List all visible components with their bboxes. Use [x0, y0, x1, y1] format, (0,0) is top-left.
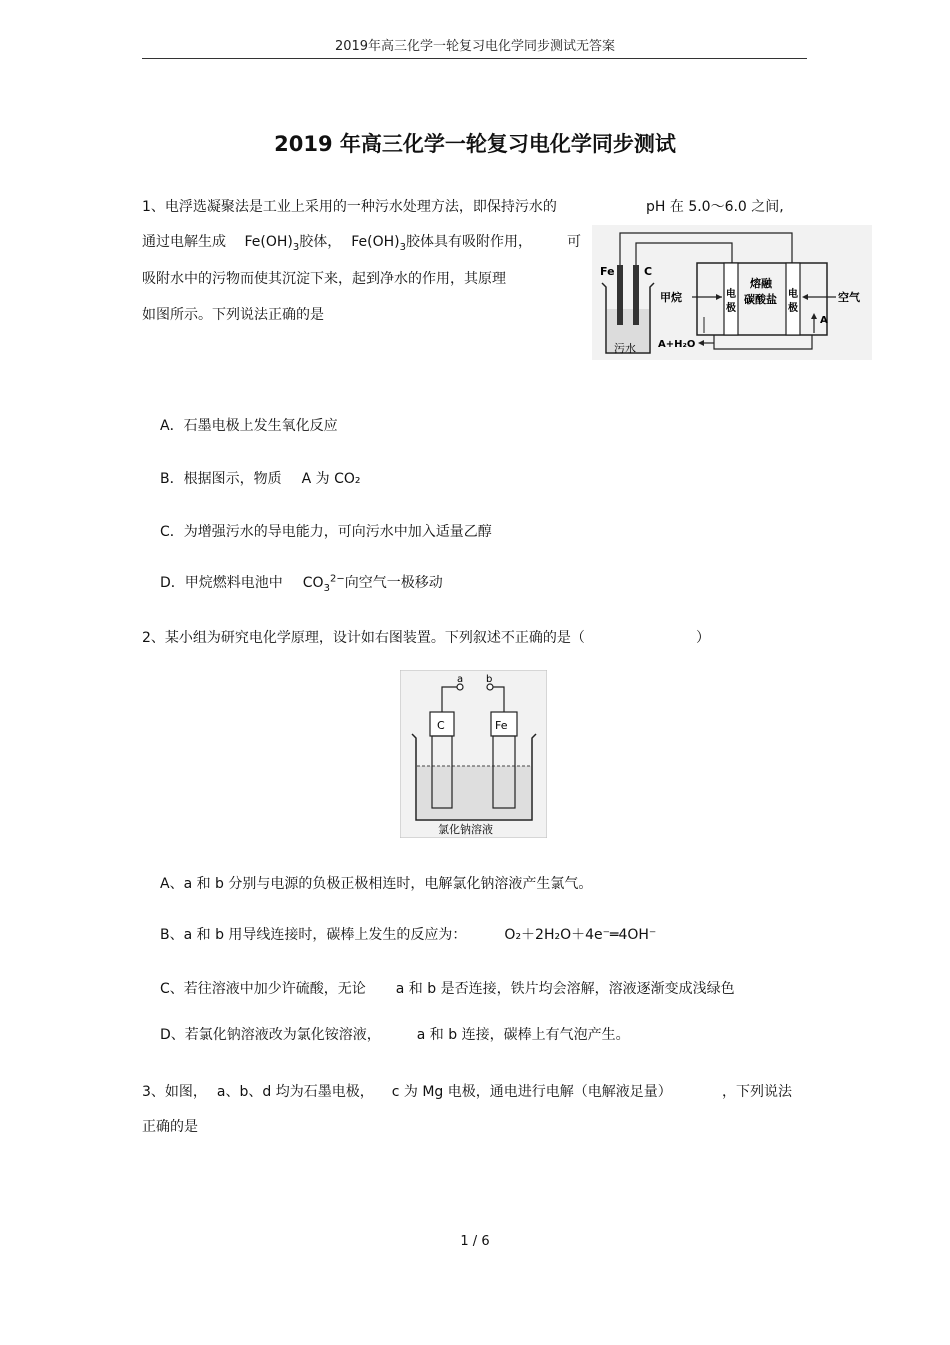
- q3-line1-a: 3、如图，: [142, 1084, 207, 1100]
- q2-option-b-equation: O₂＋2H₂O＋4e⁻═4OH⁻: [504, 927, 657, 943]
- nacl-caption: 氯化钠溶液: [438, 823, 493, 836]
- c-electrode: [633, 265, 639, 325]
- q1-line2-f: 可: [567, 234, 581, 250]
- a-label: A: [820, 315, 828, 326]
- q1-option-c-text: 为增强污水的导电能力，可向污水中加入适量乙醇: [183, 524, 492, 540]
- anode-label-2: 极: [726, 303, 736, 314]
- q2-figure: [400, 670, 547, 838]
- page-number: 1 / 6: [460, 1234, 490, 1249]
- nacl-solution: [417, 766, 531, 819]
- q1-option-c-label: C．: [160, 524, 184, 540]
- q1-line2-b: Fe(OH): [244, 234, 293, 250]
- air-label: 空气: [838, 291, 860, 304]
- q1-line1: 1、电浮选凝聚法是工业上采用的一种污水处理方法，即保持污水的: [142, 199, 557, 215]
- q1-option-d-tail: 向空气一极移动: [344, 575, 443, 591]
- q2-option-d-text: D、若氯化钠溶液改为氯化铵溶液，: [160, 1027, 381, 1043]
- q2-option-a: A、a 和 b 分别与电源的负极正极相连时，电解氯化钠溶液产生氯气。: [160, 876, 593, 892]
- q1-line1-right: pH 在 5.0～6.0 之间,: [646, 199, 784, 215]
- running-header: 2019年高三化学一轮复习电化学同步测试无答案: [334, 39, 616, 54]
- document-title: 2019 年高三化学一轮复习电化学同步测试: [274, 132, 676, 156]
- a-h2o-label: A+H₂O: [658, 339, 696, 350]
- q1-line2-a: 通过电解生成: [142, 234, 226, 250]
- q2-option-d-text2: a 和 b 连接，碳棒上有气泡产生。: [416, 1027, 630, 1043]
- molten-label: 熔融: [750, 277, 772, 290]
- fe-label: Fe: [600, 265, 615, 278]
- fe-electrode-label: Fe: [495, 719, 508, 732]
- q1-line2: [142, 231, 532, 253]
- q2-stem-close: ）: [696, 630, 710, 646]
- q1-option-b-label: B．: [160, 471, 184, 487]
- q1-option-d: [160, 572, 443, 594]
- q2-option-c-text: C、若往溶液中加少许硫酸，无论: [160, 981, 366, 997]
- q3-line2: 正确的是: [142, 1119, 198, 1135]
- methane-label: 甲烷: [660, 291, 682, 304]
- q1-option-a: [160, 415, 338, 435]
- q1-line2-e: 胶体具有吸附作用，: [405, 234, 532, 250]
- q2-option-c-text2: a 和 b 是否连接，铁片均会溶解，溶液逐渐变成浅绿色: [395, 981, 735, 997]
- q1-option-d-label: D．: [160, 575, 185, 591]
- q1-option-a-label: A．: [160, 418, 184, 434]
- q2-stem: 2、某小组为研究电化学原理，设计如右图装置。下列叙述不正确的是（: [142, 630, 585, 646]
- q1-line3: 吸附水中的污物而使其沉淀下来，起到净水的作用，其原理: [142, 271, 506, 287]
- q1-line2-sub2: 3: [399, 241, 406, 253]
- q1-line4: 如图所示。下列说法正确的是: [142, 307, 324, 323]
- c-electrode-label: C: [437, 719, 445, 732]
- q1-line2-d: Fe(OH): [351, 234, 400, 250]
- q1-option-d-sub: 3: [323, 582, 330, 594]
- terminal-b-label: b: [486, 674, 493, 685]
- q1-option-d-sup: 2−: [329, 573, 345, 585]
- q1-line2-sub1: 3: [292, 241, 300, 253]
- q1-line2-c: 胶体，: [299, 234, 342, 250]
- c-label: C: [644, 265, 653, 278]
- q2-option-c: [160, 978, 735, 998]
- q2-option-b: [160, 924, 656, 944]
- anode-label-1: 电: [726, 289, 736, 300]
- header-rule: [142, 58, 807, 59]
- q2-option-b-text: B、a 和 b 用导线连接时，碳棒上发生的反应为：: [160, 927, 467, 943]
- q1-option-d-text: 甲烷燃料电池中: [184, 575, 283, 591]
- q1-option-d-formula: CO: [302, 575, 324, 591]
- carbonate-label: 碳酸盐: [744, 293, 777, 306]
- sewage-label: 污水: [614, 342, 636, 355]
- cathode-label-2: 极: [788, 303, 798, 314]
- q3-line1-c: c 为 Mg 电极，通电进行电解（电解液足量）: [391, 1084, 672, 1100]
- q1-option-a-text: 石墨电极上发生氧化反应: [183, 418, 338, 434]
- q1-figure: [592, 225, 872, 360]
- q2-option-d: [160, 1024, 630, 1044]
- q3-line1-b: a、b、d 均为石墨电极，: [216, 1084, 374, 1100]
- terminal-a-label: a: [457, 674, 464, 685]
- q3-line1: [142, 1081, 672, 1101]
- q1-option-b: [160, 468, 361, 488]
- q1-option-b-extra: A 为 CO₂: [301, 471, 361, 487]
- fe-electrode: [617, 265, 623, 325]
- q1-option-b-text: 根据图示，物质: [183, 471, 282, 487]
- q3-line1-d: ，下列说法: [722, 1084, 792, 1100]
- q1-option-c: [160, 521, 492, 541]
- cathode-label-1: 电: [788, 289, 798, 300]
